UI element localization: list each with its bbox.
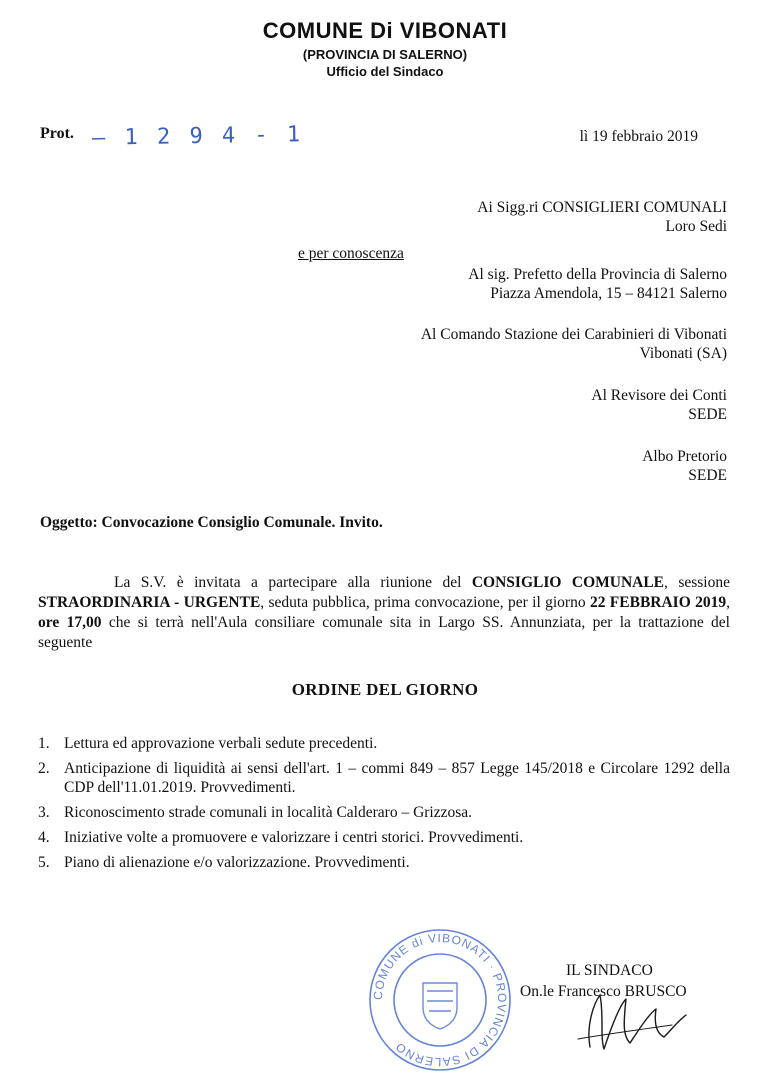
- recipient-councillors: [477, 199, 727, 237]
- stamp-rings: [370, 930, 510, 1070]
- for-knowledge-label: e per conoscenza: [298, 245, 404, 262]
- body-text: , seduta pubblica, prima convocazione, per il giorno: [260, 594, 590, 612]
- agenda-item: [38, 804, 730, 823]
- recipient-line: SEDE: [688, 405, 727, 423]
- agenda-item-text: Anticipazione di liquidità ai sensi dell'art. 1 – commi 849 – 857 Legge 145/2018 e Circolare 1292 della CDP dell'11.01.2019. Provvedimenti.: [64, 759, 730, 796]
- agenda-title: ORDINE DEL GIORNO: [291, 680, 479, 699]
- signer-name: On.le Francesco BRUSCO: [520, 983, 687, 1000]
- recipient-line: SEDE: [688, 466, 727, 484]
- recipient-line: Al Comando Stazione dei Carabinieri di Vibonati: [420, 326, 727, 343]
- letter-date: lì 19 febbraio 2019: [579, 128, 698, 145]
- protocol-label: Prot.: [40, 125, 74, 142]
- municipal-seal-stamp: [365, 925, 515, 1075]
- body-text: La S.V. è invitata a partecipare alla riunione del: [114, 574, 472, 591]
- svg-text:COMUNE di VIBONATI · PROVINCIA: [371, 931, 509, 1069]
- recipient-line: Al Revisore dei Conti: [591, 387, 727, 404]
- protocol-number-stamp: – 1 2 9 4 - 1: [91, 122, 304, 151]
- body-text: che si terrà nell'Aula consiliare comunale sita in Largo SS. Annunziata, per la trattazione del seguente: [38, 614, 730, 652]
- signer-role: IL SINDACO: [566, 962, 653, 979]
- body-bold-text: 22 FEBBRAIO 2019: [589, 594, 727, 612]
- agenda-item-number: 1.: [38, 735, 50, 752]
- agenda-item: [38, 760, 730, 798]
- body-paragraph: [38, 573, 730, 654]
- recipient-line: Al sig. Prefetto della Provincia di Salerno: [468, 266, 727, 283]
- recipient-carabinieri: [421, 326, 727, 364]
- recipient-prefect: [468, 266, 727, 304]
- agenda-item-text: Piano di alienazione e/o valorizzazione. Provvedimenti.: [64, 853, 410, 871]
- agenda-item: [38, 829, 730, 848]
- handwritten-signature: [560, 985, 700, 1055]
- body-text: , sessione: [664, 574, 730, 591]
- body-text: ,: [726, 594, 730, 612]
- recipient-line: Vibonati (SA): [639, 344, 727, 362]
- agenda-list: [38, 735, 730, 878]
- body-bold-text: ore 17,00: [38, 614, 102, 632]
- agenda-item-number: 2.: [38, 759, 50, 777]
- recipient-line: Loro Sedi: [665, 217, 727, 235]
- agenda-item: [38, 854, 730, 873]
- agenda-item: [38, 735, 730, 754]
- agenda-item-text: Lettura ed approvazione verbali sedute precedenti.: [64, 735, 378, 752]
- stamp-text: COMUNE di VIBONATI · PROVINCIA DI SALERNO: [370, 930, 510, 1070]
- letter-subject: Oggetto: Convocazione Consiglio Comunale. Invito.: [40, 514, 383, 531]
- agenda-item-number: 3.: [38, 803, 50, 821]
- recipient-auditor: [591, 387, 727, 425]
- agenda-item-number: 4.: [38, 828, 50, 846]
- recipient-line: Ai Sigg.ri CONSIGLIERI COMUNALI: [477, 199, 727, 216]
- recipient-notice-board: [642, 448, 727, 486]
- province-subtitle: (PROVINCIA DI SALERNO): [302, 47, 468, 62]
- stamp-emblem-icon: [423, 983, 457, 1029]
- body-bold-text: CONSIGLIO COMUNALE: [471, 574, 665, 591]
- recipient-line: Piazza Amendola, 15 – 84121 Salerno: [490, 284, 727, 302]
- body-bold-text: STRAORDINARIA - URGENTE: [38, 594, 261, 612]
- recipient-line: Albo Pretorio: [642, 448, 727, 465]
- agenda-item-text: Iniziative volte a promuovere e valorizzare i centri storici. Provvedimenti.: [64, 828, 524, 846]
- agenda-item-number: 5.: [38, 853, 50, 871]
- agenda-item-text: Riconoscimento strade comunali in località Calderaro – Grizzosa.: [64, 803, 473, 821]
- municipality-title: COMUNE Di VIBONATI: [262, 18, 508, 43]
- office-name: Ufficio del Sindaco: [326, 64, 444, 79]
